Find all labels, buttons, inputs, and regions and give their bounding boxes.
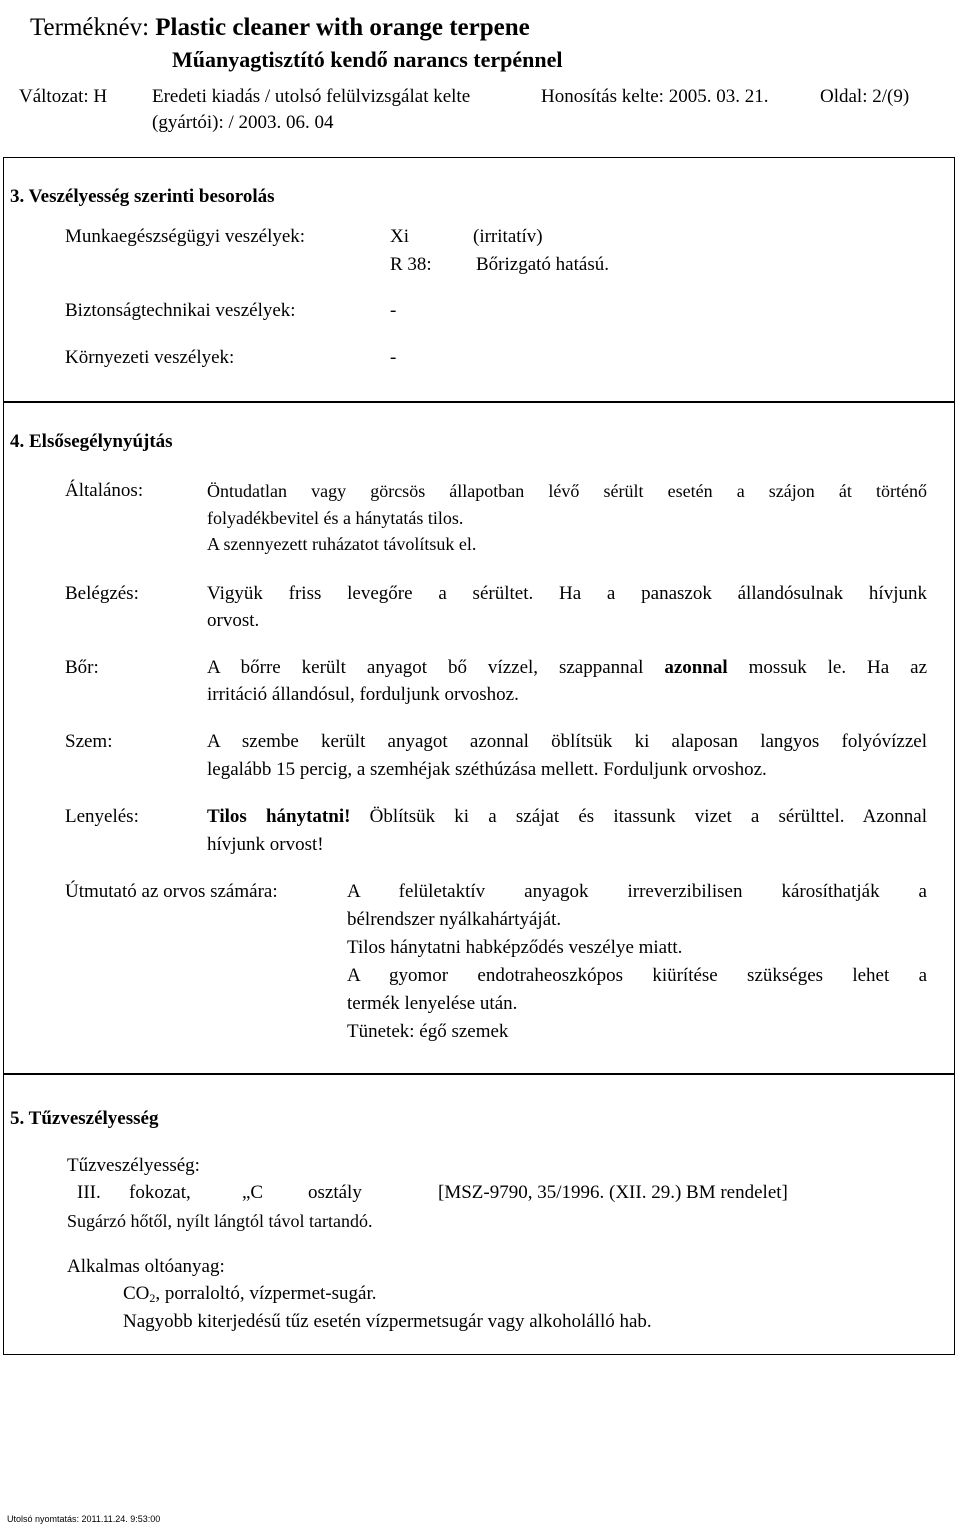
extinguisher-co-subscript: 2 <box>149 1291 156 1305</box>
doctor-note-label: Útmutató az orvos számára: <box>65 881 278 902</box>
skin-label: Bőr: <box>65 657 99 678</box>
health-hazard-symbol: Xi <box>390 226 409 247</box>
skin-line-2: irritáció állandósul, forduljunk orvoshoz. <box>207 684 519 705</box>
product-label: Terméknév: <box>30 14 150 41</box>
extinguisher-co: CO <box>123 1283 150 1304</box>
approval-date: Honosítás kelte: 2005. 03. 21. <box>541 86 769 107</box>
r-phrase-desc: Bőrizgató hatású. <box>476 254 609 275</box>
section-5-box <box>3 1074 955 1355</box>
ingestion-line-1-bold: Tilos hánytatni! <box>207 806 351 827</box>
ingestion-line-1-rest: Öblítsük ki a szájat és itassunk vizet a sérülttel. Azonnal <box>369 806 928 827</box>
doctor-note-line-4: A gyomor endotraheoszkópos kiürítése szükséges lehet a <box>347 965 927 986</box>
page-number: Oldal: 2/(9) <box>820 86 910 107</box>
general-line-1: Öntudatlan vagy görcsös állapotban lévő sérült esetén a szájon át történő <box>207 481 927 501</box>
skin-line-1-b: mossuk le. Ha az <box>748 657 928 678</box>
fire-class-ref: [MSZ-9790, 35/1996. (XII. 29.) BM rendelet] <box>438 1182 788 1203</box>
fire-note: Sugárzó hőtől, nyílt lángtól távol tartandó. <box>67 1211 373 1231</box>
section-4-title: 4. Elsősegélynyújtás <box>10 431 173 452</box>
doctor-note-line-3: Tilos hánytatni habképződés veszélye miatt. <box>347 937 683 958</box>
extinguisher-line-2: Nagyobb kiterjedésű tűz esetén vízpermetsugár vagy alkoholálló hab. <box>123 1311 652 1332</box>
health-hazard-label: Munkaegészségügyi veszélyek: <box>65 226 306 247</box>
version: Változat: H <box>19 86 108 107</box>
doctor-note-line-6: Tünetek: égő szemek <box>347 1021 509 1042</box>
inhalation-line-2: orvost. <box>207 610 260 631</box>
inhalation-label: Belégzés: <box>65 583 139 604</box>
section-4-box <box>3 402 955 1074</box>
fire-class-3: „C <box>242 1182 264 1203</box>
product-title-line <box>30 14 530 42</box>
issue-date: (gyártói): / 2003. 06. 04 <box>152 112 334 133</box>
fire-class-1: III. <box>77 1182 101 1203</box>
extinguisher-rest: , porraloltó, vízpermet-sugár. <box>155 1283 377 1304</box>
general-label: Általános: <box>65 480 144 501</box>
extinguisher-line-1 <box>123 1283 376 1306</box>
eye-line-2: legalább 15 percig, a szemhéjak széthúzása mellett. Forduljunk orvoshoz. <box>207 759 767 780</box>
section-3-box <box>3 157 955 402</box>
eye-label: Szem: <box>65 731 113 752</box>
r-phrase: R 38: <box>390 254 432 275</box>
print-timestamp: Utolsó nyomtatás: 2011.11.24. 9:53:00 <box>7 1514 161 1524</box>
extinguisher-label: Alkalmas oltóanyag: <box>67 1256 225 1277</box>
inhalation-line-1: Vigyük friss levegőre a sérültet. Ha a panaszok állandósulnak hívjunk <box>207 583 927 604</box>
skin-line-1-a: A bőrre került anyagot bő vízzel, szappannal <box>207 657 644 678</box>
ingestion-label: Lenyelés: <box>65 806 139 827</box>
ingestion-line-1 <box>207 806 927 828</box>
product-name: Plastic cleaner with orange terpene <box>155 14 530 41</box>
health-hazard-desc: (irritatív) <box>473 226 543 247</box>
safety-hazard-label: Biztonságtechnikai veszélyek: <box>65 300 296 321</box>
fire-class-2: fokozat, <box>129 1182 191 1203</box>
section-5-title: 5. Tűzveszélyesség <box>10 1108 159 1129</box>
fire-label: Tűzveszélyesség: <box>67 1155 200 1176</box>
safety-hazard-value: - <box>390 300 397 321</box>
doctor-note-line-2: bélrendszer nyálkahártyáját. <box>347 909 562 930</box>
env-hazard-label: Környezeti veszélyek: <box>65 347 235 368</box>
fire-class-4: osztály <box>308 1182 362 1203</box>
doctor-note-line-1: A felületaktív anyagok irreverzibilisen károsíthatják a <box>347 881 927 902</box>
eye-line-1: A szembe került anyagot azonnal öblítsük ki alaposan langyos folyóvízzel <box>207 731 927 752</box>
skin-line-1-bold: azonnal <box>664 657 728 678</box>
issue-label: Eredeti kiadás / utolsó felülvizsgálat kelte <box>152 86 471 107</box>
general-line-3: A szennyezett ruházatot távolítsuk el. <box>207 534 477 554</box>
section-3-title: 3. Veszélyesség szerinti besorolás <box>10 186 275 207</box>
general-line-2: folyadékbevitel és a hánytatás tilos. <box>207 508 464 528</box>
doctor-note-line-5: termék lenyelése után. <box>347 993 518 1014</box>
env-hazard-value: - <box>390 347 397 368</box>
product-name-hu: Műanyagtisztító kendő narancs terpénnel <box>172 47 563 72</box>
ingestion-line-2: hívjunk orvost! <box>207 834 324 855</box>
skin-line-1 <box>207 657 927 679</box>
